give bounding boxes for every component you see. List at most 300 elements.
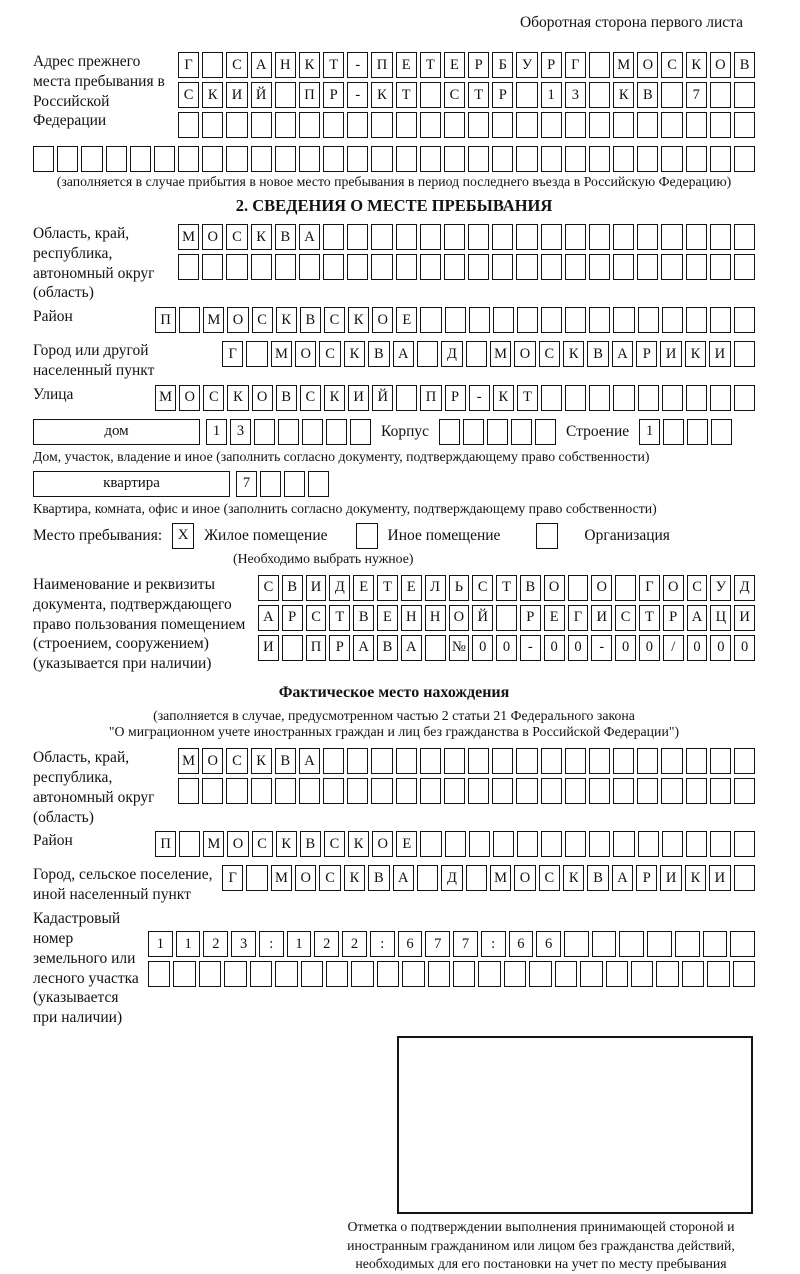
char-box[interactable] <box>468 146 489 172</box>
char-box[interactable] <box>592 931 617 957</box>
char-box[interactable] <box>516 82 537 108</box>
char-box[interactable] <box>686 831 707 857</box>
char-box[interactable] <box>710 748 731 774</box>
char-box[interactable]: М <box>490 341 511 367</box>
char-box[interactable]: К <box>344 341 365 367</box>
char-box[interactable] <box>516 748 537 774</box>
char-box[interactable] <box>444 778 465 804</box>
char-box[interactable]: - <box>347 82 368 108</box>
char-box[interactable] <box>251 112 272 138</box>
char-box[interactable]: 0 <box>568 635 589 661</box>
char-box[interactable]: Л <box>425 575 446 601</box>
char-box[interactable] <box>541 146 562 172</box>
char-box[interactable] <box>564 931 589 957</box>
char-box[interactable]: С <box>300 385 321 411</box>
char-box[interactable] <box>466 865 487 891</box>
char-box[interactable] <box>703 931 728 957</box>
char-box[interactable] <box>468 778 489 804</box>
char-box[interactable]: И <box>348 385 369 411</box>
char-box[interactable] <box>589 82 610 108</box>
char-box[interactable]: М <box>203 831 224 857</box>
char-box[interactable]: Е <box>377 605 398 631</box>
char-box[interactable] <box>613 146 634 172</box>
char-box[interactable] <box>487 419 508 445</box>
char-box[interactable]: О <box>514 341 535 367</box>
char-box[interactable] <box>251 254 272 280</box>
char-box[interactable]: Н <box>401 605 422 631</box>
char-box[interactable] <box>541 748 562 774</box>
char-box[interactable] <box>730 931 755 957</box>
char-box[interactable] <box>734 865 755 891</box>
char-box[interactable]: 3 <box>231 931 256 957</box>
char-box[interactable]: : <box>370 931 395 957</box>
char-box[interactable]: Д <box>441 865 462 891</box>
char-box[interactable] <box>568 575 589 601</box>
char-box[interactable] <box>687 419 708 445</box>
char-box[interactable]: К <box>276 307 297 333</box>
char-box[interactable]: - <box>520 635 541 661</box>
char-box[interactable] <box>541 307 562 333</box>
char-box[interactable]: Р <box>323 82 344 108</box>
char-box[interactable]: И <box>258 635 279 661</box>
char-box[interactable] <box>734 146 755 172</box>
char-box[interactable]: В <box>300 831 321 857</box>
char-box[interactable] <box>661 778 682 804</box>
char-box[interactable]: Й <box>472 605 493 631</box>
char-box[interactable]: С <box>203 385 224 411</box>
char-box[interactable]: Й <box>372 385 393 411</box>
char-box[interactable]: К <box>685 341 706 367</box>
char-box[interactable]: № <box>449 635 470 661</box>
char-box[interactable]: Е <box>401 575 422 601</box>
char-box[interactable]: П <box>371 52 392 78</box>
char-box[interactable]: П <box>155 831 176 857</box>
char-box[interactable]: С <box>178 82 199 108</box>
char-box[interactable]: Т <box>639 605 660 631</box>
char-box[interactable]: - <box>347 52 368 78</box>
char-box[interactable] <box>613 224 634 250</box>
char-box[interactable]: Г <box>178 52 199 78</box>
char-box[interactable] <box>516 146 537 172</box>
char-box[interactable]: А <box>612 341 633 367</box>
char-box[interactable]: 1 <box>206 419 227 445</box>
char-box[interactable] <box>226 112 247 138</box>
char-box[interactable]: Г <box>222 341 243 367</box>
char-box[interactable] <box>565 385 586 411</box>
char-box[interactable] <box>202 112 223 138</box>
char-box[interactable]: 6 <box>536 931 561 957</box>
char-box[interactable] <box>517 307 538 333</box>
char-box[interactable] <box>516 254 537 280</box>
char-box[interactable]: И <box>709 865 730 891</box>
char-box[interactable]: И <box>306 575 327 601</box>
char-box[interactable]: Т <box>496 575 517 601</box>
char-box[interactable] <box>565 146 586 172</box>
char-box[interactable] <box>371 778 392 804</box>
char-box[interactable]: О <box>295 865 316 891</box>
char-box[interactable] <box>226 254 247 280</box>
char-box[interactable] <box>371 224 392 250</box>
char-box[interactable]: Е <box>396 307 417 333</box>
char-box[interactable] <box>504 961 526 987</box>
char-box[interactable]: А <box>393 341 414 367</box>
char-box[interactable] <box>686 778 707 804</box>
char-box[interactable] <box>371 254 392 280</box>
char-box[interactable] <box>420 254 441 280</box>
char-box[interactable] <box>396 385 417 411</box>
char-box[interactable] <box>302 419 323 445</box>
char-box[interactable]: В <box>377 635 398 661</box>
char-box[interactable] <box>661 146 682 172</box>
char-box[interactable] <box>275 112 296 138</box>
char-box[interactable] <box>492 224 513 250</box>
char-box[interactable]: 7 <box>686 82 707 108</box>
char-box[interactable] <box>662 307 683 333</box>
char-box[interactable]: Т <box>420 52 441 78</box>
char-box[interactable] <box>589 52 610 78</box>
char-box[interactable] <box>420 82 441 108</box>
char-box[interactable] <box>686 146 707 172</box>
char-box[interactable] <box>444 146 465 172</box>
char-box[interactable] <box>420 224 441 250</box>
char-box[interactable] <box>439 419 460 445</box>
char-box[interactable] <box>565 778 586 804</box>
char-box[interactable] <box>493 307 514 333</box>
char-box[interactable] <box>350 419 371 445</box>
char-box[interactable] <box>647 931 672 957</box>
char-box[interactable]: 0 <box>734 635 755 661</box>
char-box[interactable]: Р <box>520 605 541 631</box>
char-box[interactable]: С <box>258 575 279 601</box>
char-box[interactable] <box>81 146 102 172</box>
char-box[interactable]: С <box>444 82 465 108</box>
char-box[interactable]: О <box>202 224 223 250</box>
char-box[interactable]: 7 <box>425 931 450 957</box>
char-box[interactable] <box>278 419 299 445</box>
char-box[interactable]: М <box>155 385 176 411</box>
char-box[interactable]: 0 <box>687 635 708 661</box>
char-box[interactable] <box>662 385 683 411</box>
char-box[interactable] <box>445 831 466 857</box>
char-box[interactable]: О <box>252 385 273 411</box>
char-box[interactable] <box>710 82 731 108</box>
char-box[interactable] <box>638 831 659 857</box>
char-box[interactable] <box>323 748 344 774</box>
char-box[interactable]: О <box>295 341 316 367</box>
char-box[interactable]: : <box>481 931 506 957</box>
char-box[interactable]: О <box>637 52 658 78</box>
char-box[interactable]: В <box>300 307 321 333</box>
organization-checkbox[interactable] <box>536 523 558 549</box>
char-box[interactable] <box>420 831 441 857</box>
char-box[interactable]: С <box>324 307 345 333</box>
char-box[interactable] <box>251 778 272 804</box>
char-box[interactable]: Е <box>353 575 374 601</box>
char-box[interactable] <box>710 307 731 333</box>
char-box[interactable]: Ц <box>710 605 731 631</box>
char-box[interactable] <box>453 961 475 987</box>
char-box[interactable] <box>323 778 344 804</box>
char-box[interactable]: М <box>178 224 199 250</box>
char-box[interactable]: Ь <box>449 575 470 601</box>
char-box[interactable] <box>734 385 755 411</box>
char-box[interactable] <box>637 112 658 138</box>
char-box[interactable] <box>686 254 707 280</box>
char-box[interactable]: А <box>687 605 708 631</box>
char-box[interactable]: Р <box>445 385 466 411</box>
char-box[interactable] <box>299 146 320 172</box>
char-box[interactable]: - <box>591 635 612 661</box>
char-box[interactable]: 2 <box>342 931 367 957</box>
char-box[interactable] <box>734 341 755 367</box>
char-box[interactable]: Р <box>541 52 562 78</box>
char-box[interactable] <box>371 748 392 774</box>
char-box[interactable] <box>347 254 368 280</box>
char-box[interactable] <box>638 385 659 411</box>
char-box[interactable]: М <box>178 748 199 774</box>
char-box[interactable] <box>734 831 755 857</box>
char-box[interactable] <box>323 112 344 138</box>
char-box[interactable] <box>589 778 610 804</box>
char-box[interactable]: О <box>663 575 684 601</box>
char-box[interactable] <box>613 748 634 774</box>
char-box[interactable] <box>417 341 438 367</box>
char-box[interactable]: 2 <box>314 931 339 957</box>
char-box[interactable]: В <box>520 575 541 601</box>
char-box[interactable]: 3 <box>230 419 251 445</box>
char-box[interactable]: В <box>637 82 658 108</box>
char-box[interactable] <box>613 254 634 280</box>
char-box[interactable]: А <box>299 224 320 250</box>
char-box[interactable]: 1 <box>176 931 201 957</box>
char-box[interactable] <box>606 961 628 987</box>
char-box[interactable] <box>492 112 513 138</box>
char-box[interactable]: С <box>226 52 247 78</box>
char-box[interactable]: 1 <box>287 931 312 957</box>
char-box[interactable] <box>148 961 170 987</box>
char-box[interactable] <box>711 419 732 445</box>
char-box[interactable] <box>275 254 296 280</box>
char-box[interactable] <box>351 961 373 987</box>
char-box[interactable]: Д <box>734 575 755 601</box>
char-box[interactable] <box>589 831 610 857</box>
char-box[interactable]: В <box>276 385 297 411</box>
char-box[interactable]: Д <box>441 341 462 367</box>
char-box[interactable]: С <box>319 341 340 367</box>
char-box[interactable]: В <box>275 224 296 250</box>
char-box[interactable]: О <box>591 575 612 601</box>
char-box[interactable]: Т <box>323 52 344 78</box>
char-box[interactable] <box>371 146 392 172</box>
char-box[interactable]: И <box>660 865 681 891</box>
char-box[interactable] <box>686 385 707 411</box>
char-box[interactable]: О <box>227 831 248 857</box>
char-box[interactable]: С <box>252 831 273 857</box>
char-box[interactable] <box>710 254 731 280</box>
char-box[interactable] <box>710 831 731 857</box>
char-box[interactable]: Р <box>329 635 350 661</box>
char-box[interactable] <box>637 778 658 804</box>
char-box[interactable] <box>663 419 684 445</box>
char-box[interactable] <box>493 831 514 857</box>
char-box[interactable] <box>516 112 537 138</box>
char-box[interactable]: К <box>344 865 365 891</box>
char-box[interactable] <box>710 146 731 172</box>
char-box[interactable] <box>619 931 644 957</box>
char-box[interactable] <box>631 961 653 987</box>
char-box[interactable] <box>199 961 221 987</box>
char-box[interactable] <box>734 82 755 108</box>
char-box[interactable]: К <box>493 385 514 411</box>
char-box[interactable] <box>226 778 247 804</box>
char-box[interactable]: О <box>514 865 535 891</box>
char-box[interactable] <box>613 307 634 333</box>
char-box[interactable]: М <box>271 865 292 891</box>
char-box[interactable] <box>179 831 200 857</box>
char-box[interactable] <box>347 112 368 138</box>
char-box[interactable] <box>638 307 659 333</box>
char-box[interactable] <box>580 961 602 987</box>
char-box[interactable] <box>661 112 682 138</box>
char-box[interactable] <box>661 82 682 108</box>
char-box[interactable] <box>613 112 634 138</box>
char-box[interactable] <box>326 419 347 445</box>
char-box[interactable]: Н <box>425 605 446 631</box>
char-box[interactable]: / <box>663 635 684 661</box>
char-box[interactable]: О <box>372 831 393 857</box>
char-box[interactable] <box>734 778 755 804</box>
char-box[interactable]: 0 <box>615 635 636 661</box>
char-box[interactable] <box>179 307 200 333</box>
char-box[interactable] <box>589 748 610 774</box>
char-box[interactable]: В <box>587 865 608 891</box>
char-box[interactable]: О <box>202 748 223 774</box>
char-box[interactable]: К <box>251 748 272 774</box>
char-box[interactable]: 7 <box>453 931 478 957</box>
char-box[interactable] <box>444 748 465 774</box>
char-box[interactable] <box>377 961 399 987</box>
char-box[interactable] <box>396 254 417 280</box>
char-box[interactable] <box>541 778 562 804</box>
char-box[interactable] <box>202 778 223 804</box>
char-box[interactable] <box>565 112 586 138</box>
char-box[interactable] <box>396 146 417 172</box>
char-box[interactable]: П <box>155 307 176 333</box>
char-box[interactable]: О <box>179 385 200 411</box>
char-box[interactable]: В <box>282 575 303 601</box>
char-box[interactable]: А <box>258 605 279 631</box>
char-box[interactable] <box>323 224 344 250</box>
char-box[interactable] <box>396 112 417 138</box>
char-box[interactable]: 3 <box>565 82 586 108</box>
char-box[interactable] <box>420 778 441 804</box>
char-box[interactable]: С <box>539 341 560 367</box>
char-box[interactable]: С <box>306 605 327 631</box>
char-box[interactable] <box>130 146 151 172</box>
char-box[interactable]: К <box>202 82 223 108</box>
char-box[interactable]: 0 <box>639 635 660 661</box>
char-box[interactable] <box>565 307 586 333</box>
char-box[interactable] <box>589 385 610 411</box>
char-box[interactable] <box>710 385 731 411</box>
char-box[interactable] <box>686 307 707 333</box>
char-box[interactable]: К <box>686 52 707 78</box>
char-box[interactable] <box>282 635 303 661</box>
char-box[interactable]: Т <box>396 82 417 108</box>
char-box[interactable]: О <box>372 307 393 333</box>
char-box[interactable] <box>250 961 272 987</box>
char-box[interactable] <box>444 254 465 280</box>
char-box[interactable]: И <box>660 341 681 367</box>
char-box[interactable] <box>541 831 562 857</box>
char-box[interactable]: А <box>251 52 272 78</box>
char-box[interactable]: К <box>613 82 634 108</box>
char-box[interactable]: В <box>353 605 374 631</box>
char-box[interactable]: И <box>226 82 247 108</box>
char-box[interactable]: 0 <box>472 635 493 661</box>
char-box[interactable] <box>662 831 683 857</box>
char-box[interactable] <box>251 146 272 172</box>
char-box[interactable] <box>396 748 417 774</box>
residential-checkbox[interactable]: X <box>172 523 194 549</box>
char-box[interactable] <box>396 224 417 250</box>
char-box[interactable]: Е <box>444 52 465 78</box>
char-box[interactable]: В <box>368 865 389 891</box>
char-box[interactable]: С <box>226 748 247 774</box>
char-box[interactable]: О <box>449 605 470 631</box>
char-box[interactable] <box>656 961 678 987</box>
char-box[interactable]: М <box>490 865 511 891</box>
char-box[interactable]: С <box>615 605 636 631</box>
char-box[interactable]: Й <box>251 82 272 108</box>
char-box[interactable]: К <box>251 224 272 250</box>
char-box[interactable] <box>589 146 610 172</box>
char-box[interactable] <box>661 254 682 280</box>
char-box[interactable] <box>541 224 562 250</box>
char-box[interactable] <box>463 419 484 445</box>
char-box[interactable]: Т <box>329 605 350 631</box>
char-box[interactable] <box>444 112 465 138</box>
char-box[interactable]: Б <box>492 52 513 78</box>
char-box[interactable]: К <box>563 865 584 891</box>
char-box[interactable]: С <box>539 865 560 891</box>
char-box[interactable] <box>637 748 658 774</box>
char-box[interactable] <box>347 748 368 774</box>
char-box[interactable] <box>275 961 297 987</box>
char-box[interactable]: Е <box>396 831 417 857</box>
char-box[interactable]: А <box>353 635 374 661</box>
char-box[interactable] <box>496 605 517 631</box>
char-box[interactable] <box>589 254 610 280</box>
char-box[interactable] <box>686 112 707 138</box>
char-box[interactable] <box>733 961 755 987</box>
char-box[interactable] <box>402 961 424 987</box>
char-box[interactable] <box>589 307 610 333</box>
char-box[interactable]: Д <box>329 575 350 601</box>
char-box[interactable] <box>734 254 755 280</box>
char-box[interactable]: О <box>710 52 731 78</box>
char-box[interactable]: У <box>516 52 537 78</box>
char-box[interactable]: 0 <box>544 635 565 661</box>
char-box[interactable] <box>734 224 755 250</box>
char-box[interactable] <box>637 254 658 280</box>
char-box[interactable] <box>284 471 305 497</box>
char-box[interactable] <box>478 961 500 987</box>
char-box[interactable] <box>565 831 586 857</box>
char-box[interactable] <box>613 831 634 857</box>
char-box[interactable] <box>734 748 755 774</box>
char-box[interactable] <box>661 224 682 250</box>
